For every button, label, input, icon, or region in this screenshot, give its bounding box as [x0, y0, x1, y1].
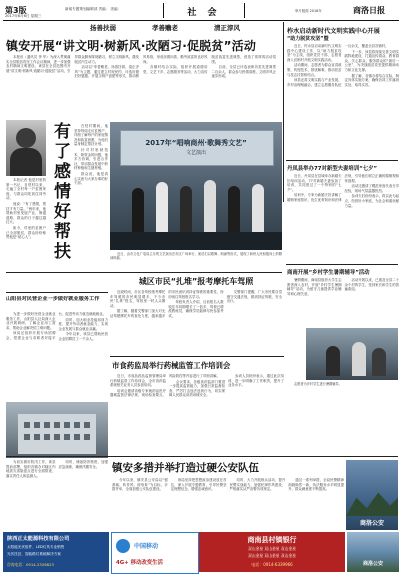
- right-title-2: 商南开展“乡村学生暑期辅导”活动: [287, 270, 370, 276]
- vertical-title: [48, 122, 72, 272]
- bottom-headline: 镇安多措并举打造过硬公安队伍: [112, 462, 259, 474]
- solar-ad-line-2: 光伏扶贫、智能路灯系统解决方案: [7, 552, 61, 556]
- bank-subtitle: 双山金星 双山金星 双山金星: [248, 546, 296, 551]
- vertical-title-text: 有了感情好帮扶: [50, 122, 70, 262]
- stage-banner-text: 2017年“唱响商州·歌舞秀文艺”: [145, 139, 247, 147]
- left-bottom-body: 为切实做好防汛工作，该县提前部署，组织各镇办对辖区内地质灾害隐患点进行全面排查，落实责任人和监测人。 同时，储备防汛物资，加强应急演练，确保汛期安全。: [6, 460, 108, 478]
- right-title-1: 丹凤县举办77对新型夫妻培训“七夕”: [287, 166, 378, 172]
- right-divider: [286, 160, 398, 161]
- vertical-byline: 本报记者: [13, 178, 28, 182]
- editor-info: 新闻专题策划编辑部 责编： 美编：: [65, 7, 122, 11]
- mobile-logo-icon: [116, 539, 130, 553]
- performer-6: [252, 184, 264, 232]
- page-number: 第3版: [5, 6, 27, 15]
- right-top-ad: [346, 460, 398, 530]
- solar-ad-title: 陕西正太能源科技有限公司: [7, 536, 70, 542]
- mountain-shape: [346, 490, 398, 516]
- mid-divider: [6, 272, 282, 273]
- bank-ad: [199, 532, 345, 572]
- slogan-3: 清正淳风: [214, 24, 240, 32]
- right-photo-caption: 志愿者为乡村学生进行暑期辅导。: [294, 382, 342, 386]
- bottom-divider: [6, 456, 398, 457]
- side-story-title: 柞水启动新时代文明实践中心开展: [287, 28, 380, 35]
- landscape-ad-title: 商洛公安: [362, 561, 383, 567]
- building-window-row-2: [24, 434, 90, 440]
- portrait-body-shape: [10, 148, 42, 176]
- main-headline: 镇安开展“讲文明·树新风·改陋习·促脱贫”活动: [6, 39, 257, 53]
- lower-left-divider: [6, 292, 108, 293]
- performer-5: [228, 186, 240, 232]
- side-story-subtitle: “助力脱贫攻坚”暨: [287, 36, 329, 42]
- stage-floor: [110, 232, 282, 250]
- food-headline: 市食药监局举行药械监管工作培训会: [112, 361, 231, 370]
- solar-ad-phone: 咨询电话：0914-2326823: [7, 562, 54, 567]
- slogan-row: [90, 23, 280, 34]
- lower-left-body: 为进一步做好民营企业就业服务工作，山阳县人社局深入企业开展调研，了解企业用工需求，帮助企业解决招工难问题。 该局还组织开展专场招聘会，搭建企业与求职者对接平台，促进劳动力就近就地就业。 同时，加大职业技能培训力度，提升劳动者就业能力，实现企业发展与群众就业双赢。 今年以来，该县已帮助民营企业招聘员工一千余人。: [6, 312, 108, 341]
- bottom-story-body: 今年以来，镇安县公安局以“强基础、转作风、树形象”为目标，多措并举，全面加强公安队伍建设。 该局坚持把思想政治建设放在首位，深入开展专题教育，引导民警坚定理想信念，增强忠诚意识。 同时，大力开展练兵活动，提升民警实战能力，加强纪律作风建设，严格落实从严治警各项规定。 通过一系列举措，全局民警精神面貌焕然一新，执法服务水平明显提升，群众满意度不断提高。: [112, 478, 344, 492]
- stage-banner-strip: [120, 130, 274, 166]
- building-window-row: [24, 422, 90, 428]
- solar-ad-line-1: 太阳能光伏组件、LED灯具专业销售: [7, 545, 65, 549]
- section-title: 社 会: [187, 8, 221, 18]
- slogan-2: 孝善赡老: [152, 24, 178, 32]
- vertical-feature-body-2: 在驻村期间，他坚持每周走访贫困户，详细了解每户的家庭情况和致富意愿，为他们量身制定帮扶计划。 针对村里缺技术、缺资金的问题，他多方协调，引进合作社，带动群众发展中药材种植和生猪养殖。 群众说，他是真心实意为大家办事的好干部。: [74, 124, 108, 186]
- paper-name: 商洛日报: [353, 6, 385, 15]
- main-story-body: 本报讯（通讯员 李 华）为深入贯彻落实全县脱贫攻坚工作会议精神，进一步加强农村精神文明建设，该县在全县范围内开展“讲文明·树新风·改陋习·促脱贫”活动，引导群众摒弃陈规陋习，树立文明新风，激发脱贫内生动力。 活动以“孝善赡老、扬善扶弱、清正淳风”为主题，通过建立村规民约、评选好媳妇好婆婆、开展文明户创建等形式，推动移风易俗，形成崇德向善、勤劳致富的良好风尚。 各镇村结合实际，组织开展道德讲堂、文艺下乡、志愿服务等活动，大力宣传脱贫致富先进典型，营造了浓厚的活动氛围。 目前，全县已评选表彰各类先进典型二百余人，群众参与热情高涨，文明乡风正逐步形成。: [6, 55, 276, 79]
- performer-2: [156, 182, 168, 232]
- main-byline: 本报讯（通讯员 李 华）: [13, 55, 50, 59]
- masthead: [3, 2, 399, 21]
- performer-1: [132, 188, 144, 232]
- right-story-2-body: 暑假期间，商南县组织大学生志愿者深入农村，开展“乡村学生暑期辅导”活动，为留守儿童提供学业辅导和心理关爱。 活动开展以来，已惠及全县二十余个村的学生，受到家长和学生的普遍欢迎。: [287, 278, 399, 296]
- solar-ad: [3, 532, 109, 572]
- landscape-ad: [347, 532, 399, 572]
- side-story-body: 近日，柞水县启动新时代文明实践中心建设工作，以“助力脱贫攻坚”为主线，组织党员干部、志愿者深入贫困村开展文明实践活动。 活动期间，志愿者为群众宣讲政策、传授技术、排忧解难，推动扶贫与扶志扶智相结合。 该县还将文明实践与产业发展、乡村治理相融合，建立志愿服务队伍一百余支，覆盖全县各镇村。 下一步，该县将持续完善文明实践阵地建设，打通宣传群众、教育群众、关心群众、服务群众的“最后一公里”，为决战脱贫攻坚提供精神动力和文化支撑。 据了解，各镇办将结合实际，制定具体实施方案，确保各项工作落到实处、取得实效。: [287, 44, 399, 87]
- right-photo-figure-2: [352, 342, 366, 376]
- performer-3: [180, 186, 192, 232]
- mobile-ad: [111, 532, 199, 574]
- stage-photo: [110, 122, 282, 250]
- right-photo-figure-1: [326, 346, 340, 376]
- bank-line: 双山金星 双山金星 双山金星: [248, 553, 296, 558]
- date-info: 2017年6月6日 星期三: [5, 14, 42, 18]
- right-photo-figure-3: [372, 348, 386, 376]
- portrait-photo: [6, 120, 46, 176]
- mobile-brand: 中国移动: [134, 543, 159, 550]
- food-story-body: 近日，市食品药品监督管理局举行药械监管工作培训会，全市食药监系统相关业务人员参加培训。 培训会邀请省级专家就药品医疗器械监管法律法规、现场检查要点、风险防控等内容进行了详细讲解。 会议要求，各级食药监部门要进一步提高监管能力，加强日常监督检查，严厉打击违法违规行为，切实保障人民群众用药用械安全。 参训人员纷纷表示，通过此次培训，进一步明确了工作职责，提升了业务水平。: [110, 374, 284, 398]
- section-banner: [163, 3, 245, 18]
- portrait-figure-icon: [16, 128, 36, 148]
- vertical-feature-body: 本报记者 他是村里的第一书记，自驻村以来，走遍了全村每一户贫困家庭，与群众同吃同住同劳动。 他说：“有了感情，帮扶才有力量。”两年来，他帮助村里发展产业，修通道路，群众的日子越过越红火。 如今，村里的贫困户已全部脱贫，群众纷纷称赞他是“贴心人”。: [6, 178, 46, 240]
- photo-caption: 近日，由市文化广电局主办的文艺演出在市区广场举行，演员们以歌舞、朗诵等形式，展现了商州人民积极向上的精神风貌。: [110, 252, 282, 261]
- lower-left-photo: [6, 402, 108, 458]
- lower-left-headline: 山阳县对民营企业一步做好就业服务工作: [6, 296, 100, 302]
- bank-phone: 电话：0914-6339966: [251, 562, 293, 567]
- stage-sub-banner: 文艺演出: [185, 150, 206, 156]
- mid-story-body: 近段时间，市区各驾校报考摩托车驾照的市民明显增多，不少市民“扎堆”报名，驾校里一时人头攒动。 据了解，随着交警部门加大对无证驾驶摩托车的查处力度，越来越多的市民意识到持证驾驶的重要性，纷纷前往驾校报名学习。 驾校负责人介绍，目前报名人数较往年同期增长了一倍多，驾校已增派教练员，确保学员能够尽快参加考试。 交警部门提醒，广大市民要自觉遵守交通法规，做到持证驾驶、安全出行。: [110, 290, 282, 318]
- mobile-slogan: 4G+ 移动改变生活: [116, 560, 163, 566]
- food-divider: [110, 356, 284, 357]
- right-ad-text: 商洛公安: [359, 520, 384, 527]
- edition-info: 审片版面 2016年: [295, 9, 322, 13]
- bank-title: 商南县村镇银行: [247, 536, 297, 544]
- divider: [283, 22, 284, 202]
- right-photo: [306, 328, 398, 380]
- performer-4: [204, 180, 216, 232]
- mid-headline: 城区市民“扎堆”报考摩托车驾照: [138, 277, 254, 286]
- slogan-1: 扬善扶弱: [90, 24, 116, 32]
- right-story-1-body: 近日，丹凤县在县城举办新婚夫妇培训活动，77对新婚夫妻参加了培训，共同度过了一个特别的“七夕”。 培训中，专家为新婚夫妇讲解了婚姻家庭知识、优生优育知识和法律法规，引导他们树立正确的婚姻观和家庭观。 活动还邀请了模范家庭代表分享经验，现场气氛温馨热烈。 参训夫妇纷纷表示，将以此为起点，经营好小家庭，为社会和谐贡献力量。: [287, 174, 399, 208]
- right-divider-2: [286, 264, 398, 265]
